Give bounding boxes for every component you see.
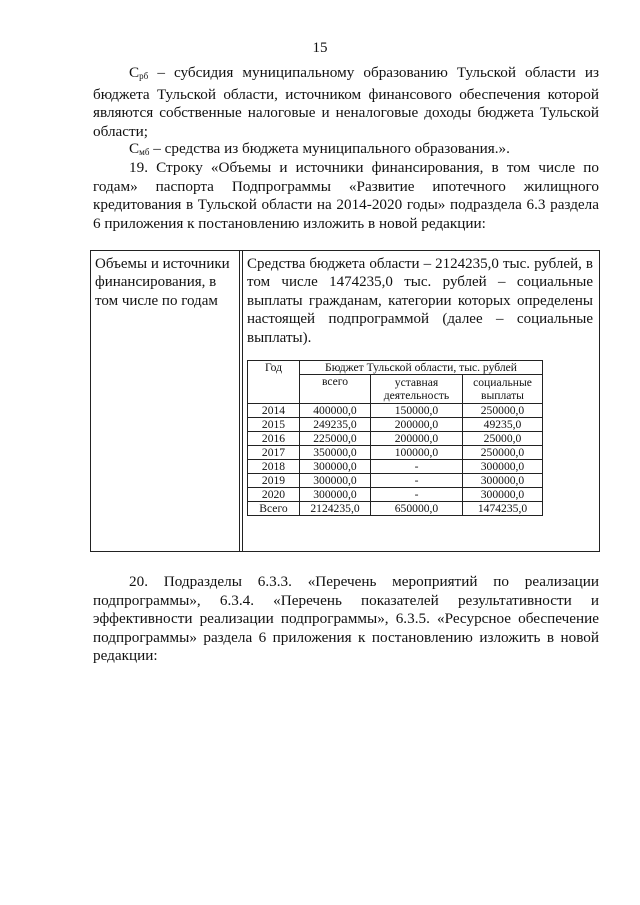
statutory-cell: - (371, 474, 463, 488)
total-cell: 300000,0 (300, 488, 371, 502)
total-cell: 249235,0 (300, 418, 371, 432)
page-number: 15 (312, 40, 328, 56)
table-row (248, 432, 543, 446)
total-cell: 300000,0 (300, 460, 371, 474)
funding-label: Объемы и источники финансирования, в том числе по годам (95, 256, 230, 309)
budget-table (247, 360, 543, 516)
total-cell: 225000,0 (300, 432, 371, 446)
header-total: всего (300, 375, 371, 404)
table-row (248, 460, 543, 474)
table-row (248, 488, 543, 502)
social-cell: 25000,0 (463, 432, 543, 446)
total-cell: 350000,0 (300, 446, 371, 460)
statutory-cell: 100000,0 (371, 446, 463, 460)
year-cell: 2019 (248, 474, 300, 488)
year-cell: 2020 (248, 488, 300, 502)
paragraph-municipal-funds: Смб – средства из бюджета муниципального образования.». (129, 140, 510, 157)
social-cell: 49235,0 (463, 418, 543, 432)
header-year: Год (248, 361, 300, 404)
statutory-cell: 150000,0 (371, 404, 463, 418)
statutory-cell: - (371, 488, 463, 502)
table-row (248, 404, 543, 418)
statutory-cell: 200000,0 (371, 418, 463, 432)
statutory-cell: - (371, 460, 463, 474)
funding-box (90, 250, 600, 552)
social-cell: 300000,0 (463, 488, 543, 502)
year-cell: 2018 (248, 460, 300, 474)
header-social: социальные выплаты (463, 375, 543, 404)
total-cell: 400000,0 (300, 404, 371, 418)
table-row (248, 502, 543, 516)
box-divider (242, 251, 243, 551)
formula-symbol-smb: Смб (129, 140, 150, 157)
statutory-cell: 200000,0 (371, 432, 463, 446)
statutory-cell: 650000,0 (371, 502, 463, 516)
year-cell: 2017 (248, 446, 300, 460)
social-cell: 300000,0 (463, 460, 543, 474)
paragraph-subsidy: Срб – субсидия муниципальному образованию Тульской области из бюджета Тульской области, источником финансового обеспечения которой являются собственные налоговые и неналоговые доходы бюджета Тульской области; (93, 64, 599, 140)
paragraph-item-19: 19. Строку «Объемы и источники финансирования, в том числе по годам» паспорта Подпрограммы «Развитие ипотечного жилищного кредитования в Тульской области на 2014-2020 годы» подраздела 6.3 раздела 6 приложения к постановлению изложить в новой редакции: (93, 159, 599, 232)
total-cell: 2124235,0 (300, 502, 371, 516)
formula-symbol-srb: Срб (129, 64, 149, 81)
paragraph-item-20: 20. Подразделы 6.3.3. «Перечень мероприятий по реализации подпрограммы», 6.3.4. «Перечень показателей результативности и эффективности реализации подпрограммы», 6.3.5. «Ресурсное обеспечение подпрограммы» раздела 6 приложения к постановлению изложить в новой редакции: (93, 573, 599, 665)
social-cell: 300000,0 (463, 474, 543, 488)
header-budget-group: Бюджет Тульской области, тыс. рублей (300, 361, 543, 375)
year-cell: 2015 (248, 418, 300, 432)
total-cell: 300000,0 (300, 474, 371, 488)
table-row (248, 474, 543, 488)
header-statutory: уставная деятельность (371, 375, 463, 404)
social-cell: 250000,0 (463, 404, 543, 418)
social-cell: 250000,0 (463, 446, 543, 460)
social-cell: 1474235,0 (463, 502, 543, 516)
year-cell: 2014 (248, 404, 300, 418)
funding-description: Средства бюджета области – 2124235,0 тыс. рублей, в том числе 1474235,0 тыс. рублей – социальные выплаты гражданам, категории которых определены настоящей подпрограммой (далее – социальные выплаты). (247, 256, 593, 346)
year-cell: 2016 (248, 432, 300, 446)
year-cell: Всего (248, 502, 300, 516)
box-divider (239, 251, 240, 551)
table-row (248, 446, 543, 460)
table-row (248, 418, 543, 432)
